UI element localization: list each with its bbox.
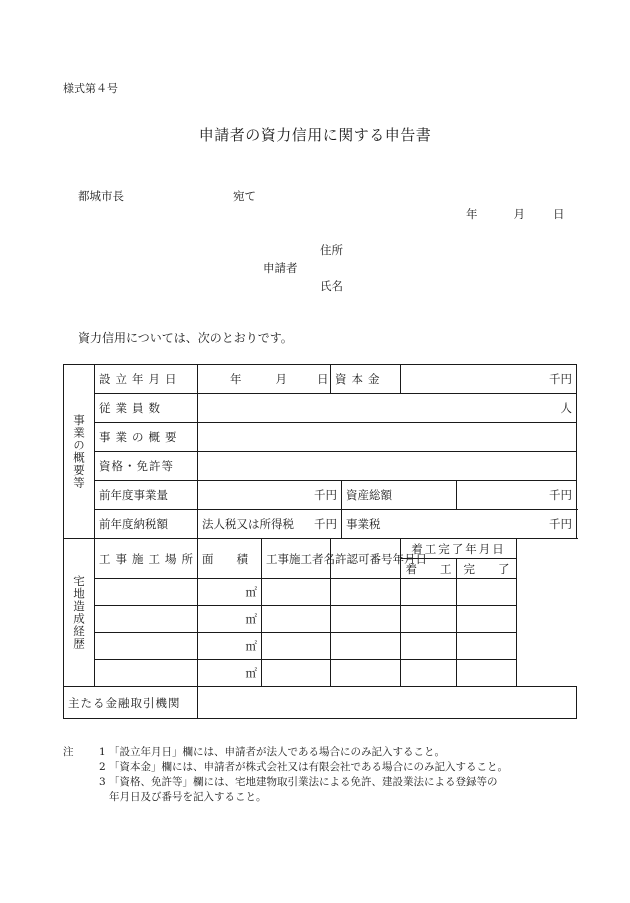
- note-2-text: 「資本金」欄には、申請者が株式会社又は有限会社である場合にのみ記入すること。: [109, 761, 508, 773]
- licenses-field[interactable]: [198, 452, 577, 481]
- employees-unit: 人: [560, 401, 573, 415]
- note-1: [63, 745, 508, 760]
- history-contractor-cell[interactable]: [262, 579, 331, 606]
- col-contractor-header: 工事施工者名: [262, 539, 331, 579]
- history-permit-cell[interactable]: [331, 606, 401, 633]
- history-site-cell[interactable]: [95, 660, 198, 687]
- total-assets-label: 資産総額: [342, 481, 457, 510]
- history-area-cell[interactable]: [198, 606, 262, 633]
- history-contractor-cell[interactable]: [262, 633, 331, 660]
- history-completion-cell[interactable]: [457, 660, 517, 687]
- est-year-label: 年: [230, 372, 242, 386]
- capital-field[interactable]: [401, 365, 577, 394]
- business-summary-field[interactable]: [198, 423, 577, 452]
- history-permit-cell[interactable]: [331, 660, 401, 687]
- history-completion-cell[interactable]: [457, 579, 517, 606]
- income-tax-label: 法人税又は所得税: [202, 517, 294, 531]
- income-tax-field[interactable]: [198, 510, 342, 539]
- business-tax-unit: 千円: [549, 517, 573, 531]
- addressee-name: 都城市長: [78, 189, 124, 203]
- history-start-cell[interactable]: [401, 579, 457, 606]
- history-permit-cell[interactable]: [331, 633, 401, 660]
- note-2: [63, 760, 508, 775]
- note-3: [63, 775, 508, 790]
- history-start-cell[interactable]: [401, 606, 457, 633]
- business-volume-field[interactable]: [198, 481, 342, 510]
- address-label: 住所: [320, 243, 343, 257]
- note-2-number: 2: [99, 761, 106, 773]
- col-completion-header: 完 了: [457, 559, 517, 579]
- section-business-overview-label: 事業の概要等: [64, 365, 95, 539]
- history-permit-cell[interactable]: [331, 579, 401, 606]
- col-permit-header: 許認可番号年月日: [331, 539, 401, 579]
- date-line: [466, 206, 565, 222]
- intro-text: 資力信用については、次のとおりです。: [78, 331, 293, 345]
- history-contractor-cell[interactable]: [262, 606, 331, 633]
- business-tax-field[interactable]: [342, 510, 577, 539]
- business-volume-unit: 千円: [314, 488, 337, 502]
- history-site-cell[interactable]: [95, 606, 198, 633]
- note-1-text: 「設立年月日」欄には、申請者が法人である場合にのみ記入すること。: [109, 746, 445, 758]
- notes-section: [63, 745, 508, 805]
- est-day-label: 日: [317, 372, 329, 386]
- sqm-unit: ㎡: [245, 585, 257, 599]
- col-start-header: 着 工: [401, 559, 457, 579]
- applicant-label: 申請者: [263, 261, 298, 275]
- history-site-cell[interactable]: [95, 579, 198, 606]
- history-site-cell[interactable]: [95, 633, 198, 660]
- capital-label: 資本金: [331, 365, 401, 394]
- capital-unit: 千円: [549, 372, 573, 386]
- row-employees-label: 従業員数: [95, 394, 198, 423]
- total-assets-field[interactable]: [457, 481, 577, 510]
- col-area-header: 面 積: [198, 539, 262, 579]
- document-title: 申請者の資力信用に関する申告書: [198, 126, 432, 144]
- note-3-text-line1: 「資格、免許等」欄には、宅地建物取引業法による免許、建設業法による登録等の: [109, 776, 498, 788]
- history-area-cell[interactable]: [198, 579, 262, 606]
- history-area-cell[interactable]: [198, 660, 262, 687]
- row-tax-paid-label: 前年度納税額: [95, 510, 198, 539]
- main-bank-label: 主たる金融取引機関: [64, 687, 198, 719]
- date-month-label: 月: [513, 207, 525, 221]
- name-label: 氏名: [320, 279, 343, 293]
- date-year-label: 年: [466, 207, 478, 221]
- date-day-label: 日: [553, 207, 565, 221]
- notes-mark: 注: [63, 746, 74, 758]
- note-1-number: 1: [99, 746, 106, 758]
- addressee-suffix: 宛て: [233, 189, 256, 203]
- row-business-summary-label: 事業の概要: [95, 423, 198, 452]
- sqm-unit: ㎡: [245, 666, 257, 680]
- section-land-development-history-label: 宅地造成経歴: [64, 539, 95, 687]
- income-tax-unit: 千円: [314, 517, 337, 531]
- employees-field[interactable]: [198, 394, 577, 423]
- note-3-number: 3: [99, 776, 106, 788]
- row-business-volume-label: 前年度事業量: [95, 481, 198, 510]
- form-number: 様式第４号: [63, 82, 118, 95]
- col-construction-site-header: 工事施工場所: [95, 539, 198, 579]
- history-completion-cell[interactable]: [457, 606, 517, 633]
- sqm-unit: ㎡: [245, 639, 257, 653]
- est-month-label: 月: [275, 372, 287, 386]
- row-licenses-label: 資格・免許等: [95, 452, 198, 481]
- col-start-completion-header: 着工完了年月日: [401, 539, 517, 559]
- main-bank-field[interactable]: [198, 687, 577, 719]
- note-3-text-line2: 年月日及び番号を記入すること。: [109, 791, 267, 803]
- establishment-date-field[interactable]: [198, 365, 331, 394]
- history-area-cell[interactable]: [198, 633, 262, 660]
- declaration-table: [63, 364, 577, 719]
- history-start-cell[interactable]: [401, 660, 457, 687]
- history-contractor-cell[interactable]: [262, 660, 331, 687]
- history-start-cell[interactable]: [401, 633, 457, 660]
- history-completion-cell[interactable]: [457, 633, 517, 660]
- row-establishment-date-label: 設立年月日: [95, 365, 198, 394]
- business-tax-label: 事業税: [346, 517, 381, 531]
- sqm-unit: ㎡: [245, 612, 257, 626]
- total-assets-unit: 千円: [549, 488, 573, 502]
